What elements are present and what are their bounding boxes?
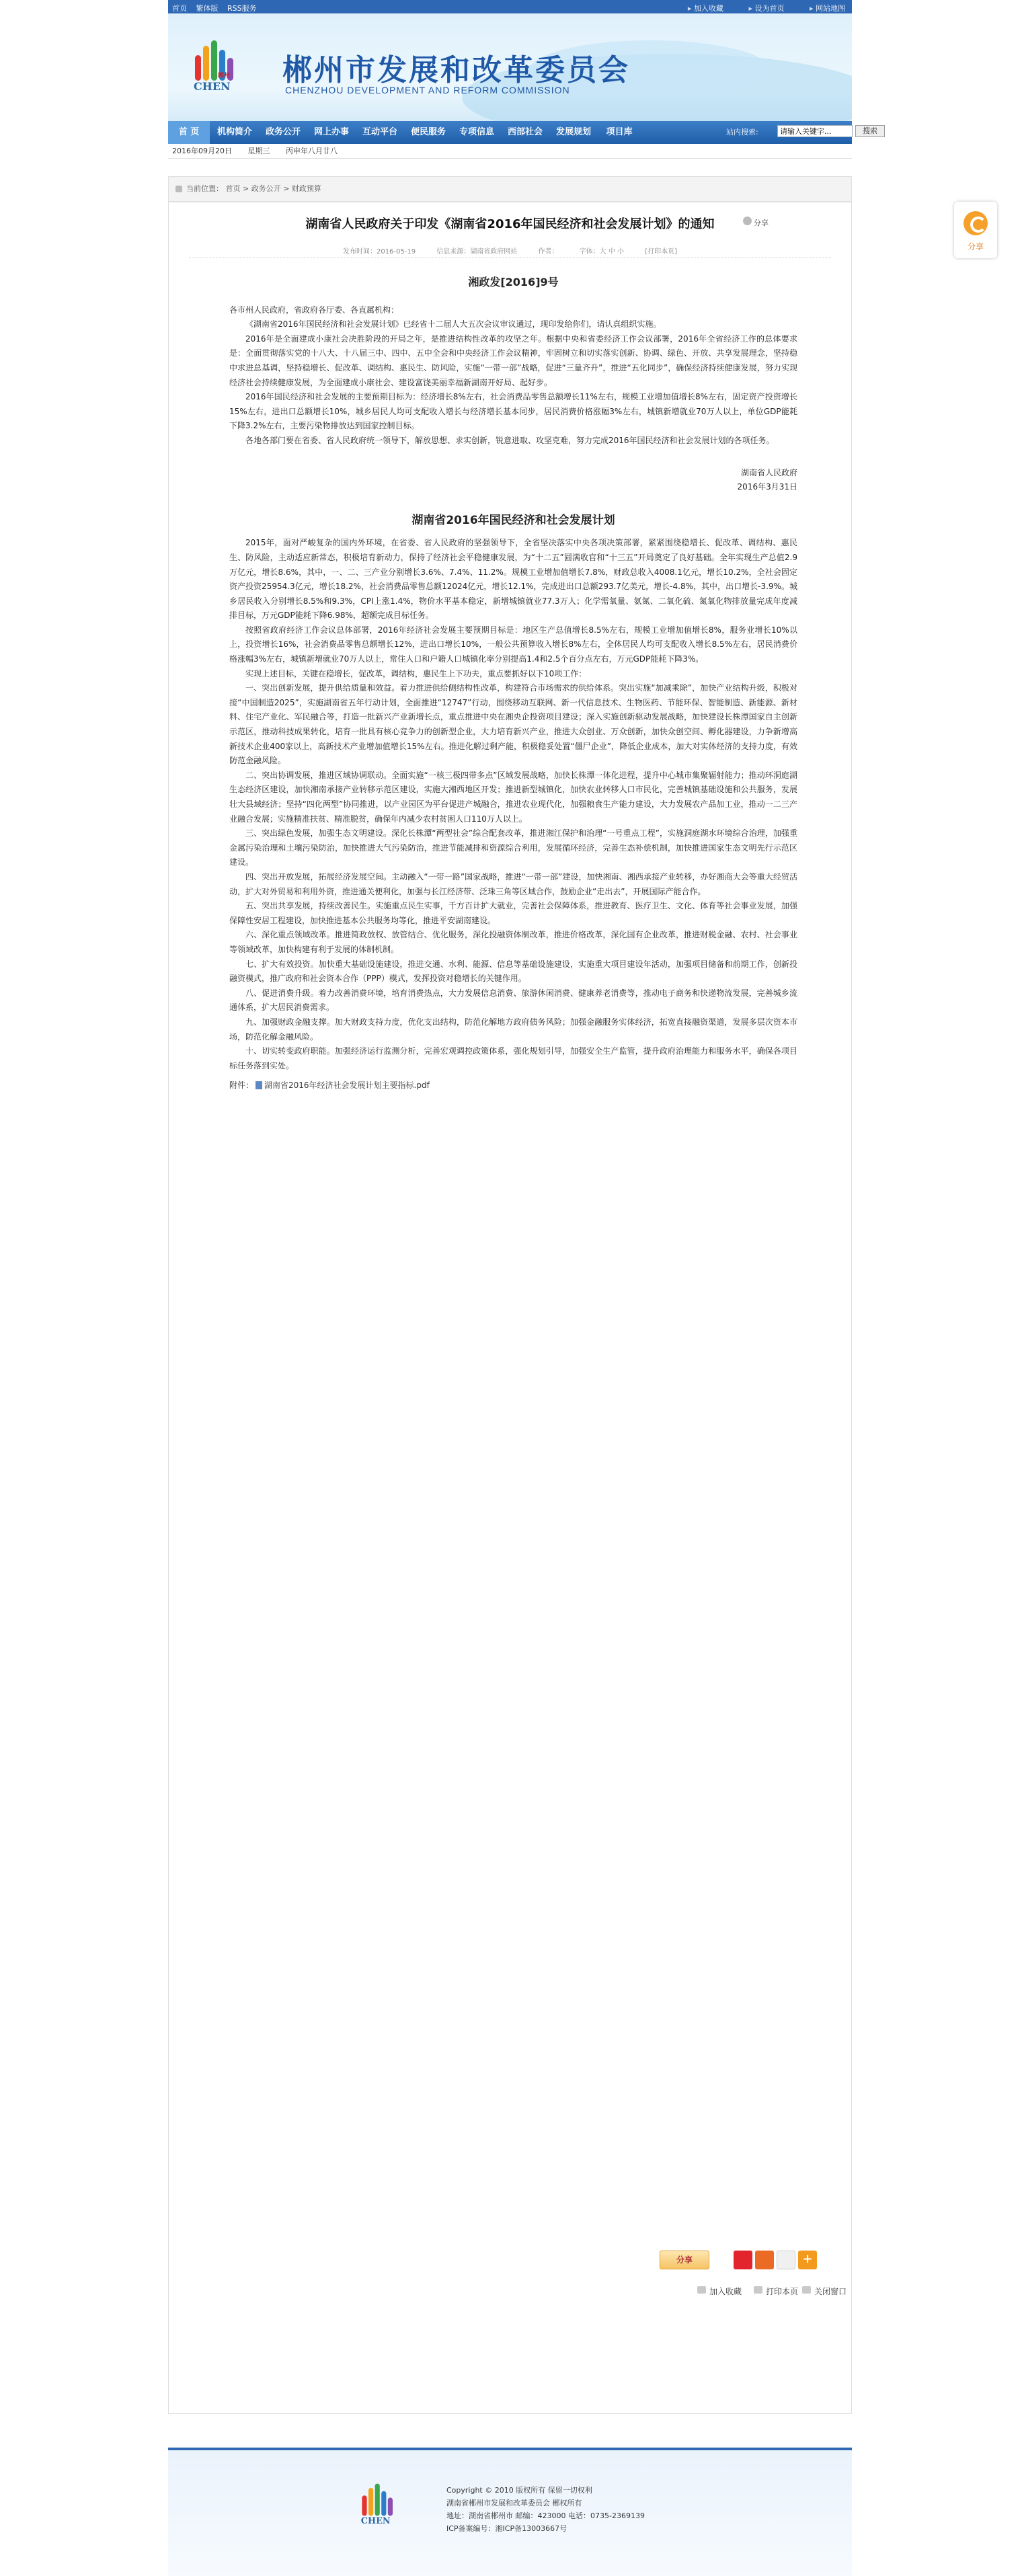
plan-paragraph: 八、促进消费升级。着力改善消费环境，培育消费热点，大力发展信息消费、旅游休闲消费、健康养老消费等，推动电子商务和快递物流发展，完善城乡流通体系，扩大居民消费需求。 [229,988,797,1013]
logo-small-text: 郴州 [218,73,231,79]
site-header [168,13,852,121]
nav-item-special-info[interactable]: 专项信息 [459,127,494,137]
plan-paragraph: 一、突出创新发展，提升供给质量和效益。着力推进供给侧结构性改革，构建符合市场需求的供给体系。突出实施“加减乘除”，加快产业结构升级，积极对接“中国制造2025”，实施湖南省五年行动计划，全面推进“12747”行动，围绕移动互联网、新一代信息技术、生物医药、节能环保、智能制造、新能源、新材料、住宅产业化、军民融合等，打造一批新兴产业新增长点，重点推进中央在湘央企投资项目建设；深入实施创新驱动发展战略，加快建设长株潭国家自主创新示范区，推动科技成果转化，培育一批具有核心竞争力的创新型企业，大力培育新兴产业，推进大众创业、万众创新，加快众创空间、孵化器建设，力争新增高新技术企业400家以上，高新技术产业增加值增长15%左右。推进化解过剩产能，积极稳妥处置“僵尸企业”，降低企业成本，加大对实体经济的支持力度，有效防范金融风险。 [229,683,797,766]
site-subtitle: CHENZHOU DEVELOPMENT AND REFORM COMMISSION [285,85,570,95]
plan-paragraph: 九、加强财政金融支撑。加大财政支持力度，优化支出结构，防范化解地方政府债务风险；加强金融服务实体经济，拓宽直接融资渠道，发展多层次资本市场，防范化解金融风险。 [229,1017,797,1042]
article-container [168,202,852,2414]
share-icon [964,211,988,235]
home-icon [175,186,182,192]
plan-paragraph: 七、扩大有效投资。加快重大基础设施建设，推进交通、水利、能源、信息等基础设施建设，实施重大项目建设年活动，加强项目储备和前期工作，创新投融资模式，推广政府和社会资本合作（PPP）模式，发挥投资对稳增长的关键作用。 [229,959,797,984]
print-link[interactable]: [打印本页] [645,248,678,256]
close-window-button[interactable]: 关闭窗口 [814,2287,847,2296]
search-input[interactable] [777,125,853,137]
add-favorite-button[interactable]: 加入收藏 [709,2287,742,2296]
font-size-switch[interactable]: 字体：大 中 小 [579,248,625,256]
intro-paragraph: 各地各部门要在省委、省人民政府统一领导下，解放思想、求实创新，锐意进取、攻坚克难，努力完成2016年国民经济和社会发展计划的各项任务。 [245,435,775,445]
plan-paragraph: 三、突出绿色发展，加强生态文明建设。深化长株潭“两型社会”综合配套改革，推进湘江保护和治理“一号重点工程”，实施洞庭湖水环境综合治理，加强重金属污染治理和土壤污染防治，加快推进大气污染防治，推进节能减排和资源综合利用，发展循环经济，完善生态补偿机制，加快推进国家生态文明先行示范区建设。 [229,828,797,867]
nav-item-home[interactable]: 首 页 [168,121,210,144]
nav-item-western-society[interactable]: 西部社会 [507,127,543,137]
search-button[interactable]: 搜索 [855,125,885,137]
plan-paragraph: 实现上述目标，关键在稳增长，促改革，调结构，惠民生上下功夫，重点要抓好以下10项工作： [245,668,587,678]
plan-paragraph: 2015年，面对严峻复杂的国内外环境，在省委、省人民政府的坚强领导下，全省坚决落实中央各项决策部署，紧紧围绕稳增长、促改革、调结构、惠民生、防风险，主动适应新常态，积极培育新动力，保持了经济社会平稳健康发展，为“十二五”圆满收官和“十三五”开局奠定了良好基础。全年实现生产总值2.9万亿元，增长8.6%，其中，一、二、三产业分别增长3.6%、7.4%、11.2%。规模工业增加值增长7.8%，财政总收入4008.1亿元，增长10.2%，全社会固定资产投资25954.3亿元，增长18.2%，社会消费品零售总额12024亿元，增长12.1%，完成进出口总额293.7亿美元，增长-4.8%，其中，出口增长-3.9%。城乡居民收入分别增长8.5%和9.3%，CPI上涨1.4%，物价水平基本稳定，新增城镇就业77.3万人；化学需氧量、氨氮、二氧化硫、氮氧化物排放量完成年度减排目标，万元GDP能耗下降6.98%，超额完成目标任务。 [229,538,797,621]
main-nav [168,121,877,144]
nav-item-project-library[interactable]: 项目库 [606,127,633,137]
weibo-icon[interactable] [734,2251,752,2269]
share-button[interactable]: 分享 [660,2251,709,2269]
logo-caption: CHEN [360,2515,391,2526]
share-button-small[interactable]: 分享 [754,219,769,227]
attachment-line [229,1079,797,1093]
nav-item-interaction[interactable]: 互动平台 [362,127,397,137]
current-date: 2016年09月20日 [172,147,232,155]
plan-paragraph: 十、切实转变政府职能。加强经济运行监测分析，完善宏观调控政策体系，强化规划引导，加强安全生产监管，提升政府治理能力和服务水平，确保各项目标任务落到实处。 [229,1046,797,1070]
set-homepage-link[interactable]: ▸ 设为首页 [748,4,784,13]
footer-copyright: Copyright © 2010 版权所有 保留一切权利 [446,2486,592,2495]
site-title: 郴州市发展和改革委员会 [282,53,630,87]
article-body [229,270,797,1093]
wechat-icon[interactable] [777,2251,795,2269]
logo-stroke [388,2497,393,2515]
nav-item-online-services[interactable]: 网上办事 [313,127,349,137]
footer-logo [358,2477,411,2531]
plan-paragraph: 六、深化重点领域改革。推进简政放权、放管结合、优化服务，深化投融资体制改革，推进价格改革，深化国有企业改革，推进财税金融、农村、社会事业等领域改革，加快构建有利于发展的体制机制。 [229,930,797,954]
article-meta [169,245,851,256]
intro-paragraph: 《湖南省2016年国民经济和社会发展计划》已经省十二届人大五次会议审议通过，现印发给你们，请认真组织实施。 [245,319,662,329]
plan-paragraph: 二、突出协调发展，推进区域协调联动。全面实施“一核三极四带多点”区域发展战略，加快长株潭一体化进程，提升中心城市集聚辐射能力；推动环洞庭湖生态经济区建设，加快湘南承接产业转移示范区建设，实施大湘西地区开发；推进新型城镇化，加快农业转移人口市民化，完善城镇基础设施和公共服务，发展壮大县域经济；坚持“四化两型”协同推进，以产业园区为平台促进产城融合，推进农业现代化，加强粮食生产能力建设，大力发展农产品加工业，推动一二三产业融合发展；实施精准扶贫、精准脱贫，确保年内减少农村贫困人口110万人以上。 [229,770,797,824]
signing-date: 2016年3月31日 [737,482,797,492]
add-favorite-link[interactable]: ▸ 加入收藏 [688,4,723,13]
sitemap-link[interactable]: ▸ 网站地图 [810,4,845,13]
footer-icp[interactable]: ICP备案编号：湘ICP备13003667号 [446,2524,567,2533]
logo-stroke [368,2488,373,2516]
logo-stroke [203,46,209,81]
logo-stroke [375,2484,380,2516]
top-link-traditional[interactable]: 繁体版 [196,4,219,13]
plan-paragraph: 四、突出开放发展，拓展经济发展空间。主动融入“一带一路”国家战略，推进“一带一部”建设，加快湘南、湘西承接产业转移，办好湘商大会等重大经贸活动，扩大对外贸易和利用外资，推进通关便利化，加强与长江经济带、泛珠三角等区域合作，鼓励企业“走出去”，开展国际产能合作。 [229,871,797,896]
floating-share-widget[interactable] [954,202,997,258]
top-links [172,3,264,13]
intro-paragraph: 2016年是全面建成小康社会决胜阶段的开局之年，是推进结构性改革的攻坚之年。根据中央和省委经济工作会议部署，2016年全省经济工作的总体要求是：全面贯彻落实党的十八大、十八届三中、四中、五中全会和中央经济工作会议精神，牢固树立和切实落实创新、协调、绿色、开放、共享发展理念，坚持稳中求进总基调，坚持稳增长、促改革、调结构、惠民生、防风险，实施“一带一部”战略，促进“三量齐升”，推进“五化同步”，确保经济持续健康发展，努力实现经济社会持续健康发展，为全面建成小康社会、建设富饶美丽幸福新湖南开好局、起好步。 [229,334,797,387]
lunar-date: 丙申年八月廿八 [286,147,338,155]
footer-org: 湖南省郴州市发展和改革委员会 郴权所有 [446,2499,582,2507]
attachment-link[interactable]: 湖南省2016年经济社会发展计划主要指标.pdf [264,1081,430,1091]
author: 作者： [538,248,559,256]
logo-stroke [362,2495,366,2515]
plan-paragraph: 按照省政府经济工作会议总体部署，2016年经济社会发展主要预期目标是：地区生产总值增长8.5%左右，规模工业增加值增长8%，服务业增长10%以上，投资增长16%，社会消费品零售总额增长12%，进出口增长10%，一般公共预算收入增长8%左右，全体居民人均可支配收入增长8.5%左右，居民消费价格涨幅3%左右，城镇新增就业70万人以上，常住人口和户籍人口城镇化率分别提高1.4和2.5个百分点左右，万元GDP能耗下降3%。 [229,625,797,664]
nav-item-public-services[interactable]: 便民服务 [410,127,446,137]
footer-logo-mark [358,2477,406,2526]
intro-paragraph: 2016年国民经济和社会发展的主要预期目标为：经济增长8%左右，社会消费品零售总额增长11%左右，规模工业增加值增长8%左右，固定资产投资增长15%左右，进出口总额增长10%，城乡居民人均可支配收入增长与经济增长基本同步，居民消费价格涨幅3%左右，城镇新增就业70万人以上，单位GDP能耗下降3.2%左右，主要污染物排放达到国家控制目标。 [229,392,797,431]
article-tools [660,2280,848,2300]
share-toolbar [660,2251,834,2271]
logo-stroke [211,40,217,81]
pdf-icon [256,1081,262,1089]
nav-item-open-affairs[interactable]: 政务公开 [265,127,301,137]
top-utility-bar [168,0,852,13]
top-link-home[interactable]: 首页 [172,4,187,13]
signing-org: 湖南省人民政府 [740,467,797,477]
logo-stroke [381,2491,386,2516]
logo-caption: CHEN 郴州 [194,80,231,93]
info-source: 信息来源：湖南省政府网站 [436,248,518,256]
floating-share-label: 分享 [967,242,984,251]
top-link-rss[interactable]: RSS服务 [227,4,257,13]
search-label: 站内搜索: [726,128,758,136]
document-number: 湘政发[2016]9号 [468,276,559,288]
date-bar [168,144,852,159]
site-logo[interactable] [190,32,250,93]
site-footer [168,2448,852,2576]
top-actions [665,3,845,13]
plan-title: 湖南省2016年国民经济和社会发展计划 [411,513,615,527]
breadcrumb [168,176,852,202]
current-weekday: 星期三 [247,147,270,155]
attachment-label: 附件： [229,1081,254,1091]
nav-item-planning[interactable]: 发展规划 [555,127,591,137]
logo-stroke [195,55,201,81]
print-page-button[interactable]: 打印本页 [766,2287,799,2296]
breadcrumb-text[interactable]: 当前位置： 首页 > 政务公开 > 财政预算 [186,184,321,193]
article-title: 湖南省人民政府关于印发《湖南省2016年国民经济和社会发展计划》的通知 [305,217,715,231]
plan-paragraph: 五、突出共享发展，持续改善民生。实施重点民生实事，千方百计扩大就业，完善社会保障体系，推进教育、医疗卫生、文化、体育等社会事业发展，加强保障性安居工程建设，加快推进基本公共服务均等化，推进平安湖南建设。 [229,901,797,925]
nav-item-about[interactable]: 机构简介 [217,127,252,137]
publish-time: 发布时间：2016-05-19 [342,248,416,256]
footer-info [446,2484,645,2535]
footer-contact: 地址：湖南省郴州市 邮编：423000 电话：0735-2369139 [446,2511,645,2520]
qzone-icon[interactable] [755,2251,774,2269]
site-search [726,126,877,137]
greeting: 各市州人民政府，省政府各厅委、各直属机构： [229,305,399,315]
plus-icon[interactable]: + [798,2251,817,2269]
